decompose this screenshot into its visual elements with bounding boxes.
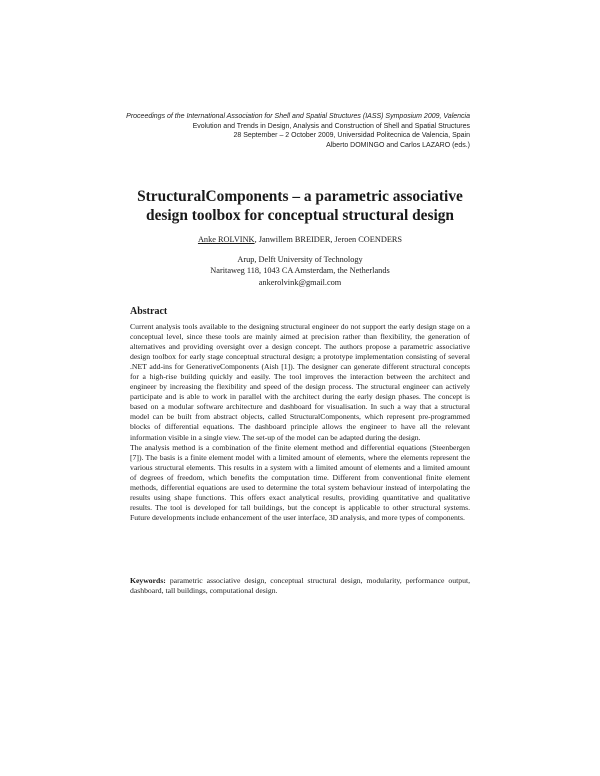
title-line-2: design toolbox for conceptual structural design xyxy=(146,207,454,224)
keywords-text: parametric associative design, conceptual structural design, modularity, performance output, dashboard, tall buildings, computational design. xyxy=(130,576,470,596)
proceedings-header xyxy=(70,112,470,150)
abstract-paragraph-2: The analysis method is a combination of the finite element method and differential equations (Steenbergen [7]). The basis is a finite element model with a limited amount of elements, where the elements represent the various structural elements. This results in a system with a limited amount of elements and a limited amount of degrees of freedom, which benefits the computation time. Different from conventional finite element methods, differential equations are used to determine the total system behaviour instead of interpolating the results using shape functions. This offers exact analytical results, providing quantitative and qualitative results. The tool is developed for tall buildings, but the concept is applicable to other structural systems. Future developments include enhancement of the user interface, 3D analysis, and more types of components. xyxy=(130,442,470,522)
abstract-body xyxy=(130,322,470,523)
author-first: Anke ROLVINK xyxy=(197,235,255,244)
affiliation xyxy=(130,254,470,288)
author-list xyxy=(130,234,470,245)
keywords xyxy=(130,576,470,596)
affiliation-email: ankerolvink@gmail.com xyxy=(258,277,342,287)
author-rest: , Janwillem BREIDER, Jeroen COENDERS xyxy=(254,235,403,244)
header-line-1: Proceedings of the International Association for Shell and Spatial Structures (IASS) Symposium 2009, Valencia xyxy=(126,113,470,120)
affiliation-line-2: Naritaweg 118, 1043 CA Amsterdam, the Netherlands xyxy=(210,266,390,276)
header-line-3: 28 September – 2 October 2009, Universidad Politecnica de Valencia, Spain xyxy=(233,132,470,140)
abstract-heading: Abstract xyxy=(130,306,168,317)
header-line-4: Alberto DOMINGO and Carlos LAZARO (eds.) xyxy=(326,141,470,149)
abstract-paragraph-1: Current analysis tools available to the designing structural engineer do not support the early design stage on a conceptual level, since these tools are mainly aimed at precision rather than flexibility, the generation of alternatives and providing oversight over a design concept. The authors propose a parametric associative design toolbox for early stage conceptual structural design; a prototype implementation consisting of several .NET add-ins for GenerativeComponents (Aish [1]). The designer can generate different structural concepts for a high-rise building quickly and easily. The tool improves the interaction between the architect and engineer by increasing the flexibility and speed of the design process. The structural engineer can actively participate and is able to work in parallel with the architect during the early design phases. The concept is based on a modular software architecture and dashboard for visualisation. In such a way that a structural model can be built from abstract objects, called StructuralComponents, which represent pre-programmed blocks of differential equations. The dashboard principle allows the engineer to have all the relevant information visible in a single view. The set-up of the model can be adapted during the design. xyxy=(130,322,470,442)
header-line-2: Evolution and Trends in Design, Analysis and Construction of Shell and Spatial Structures xyxy=(192,122,470,130)
paper-title xyxy=(130,187,470,225)
title-line-1: StructuralComponents – a parametric associative xyxy=(137,188,463,205)
affiliation-line-1: Arup, Delft University of Technology xyxy=(237,255,363,264)
keywords-label: Keywords: xyxy=(130,576,166,585)
